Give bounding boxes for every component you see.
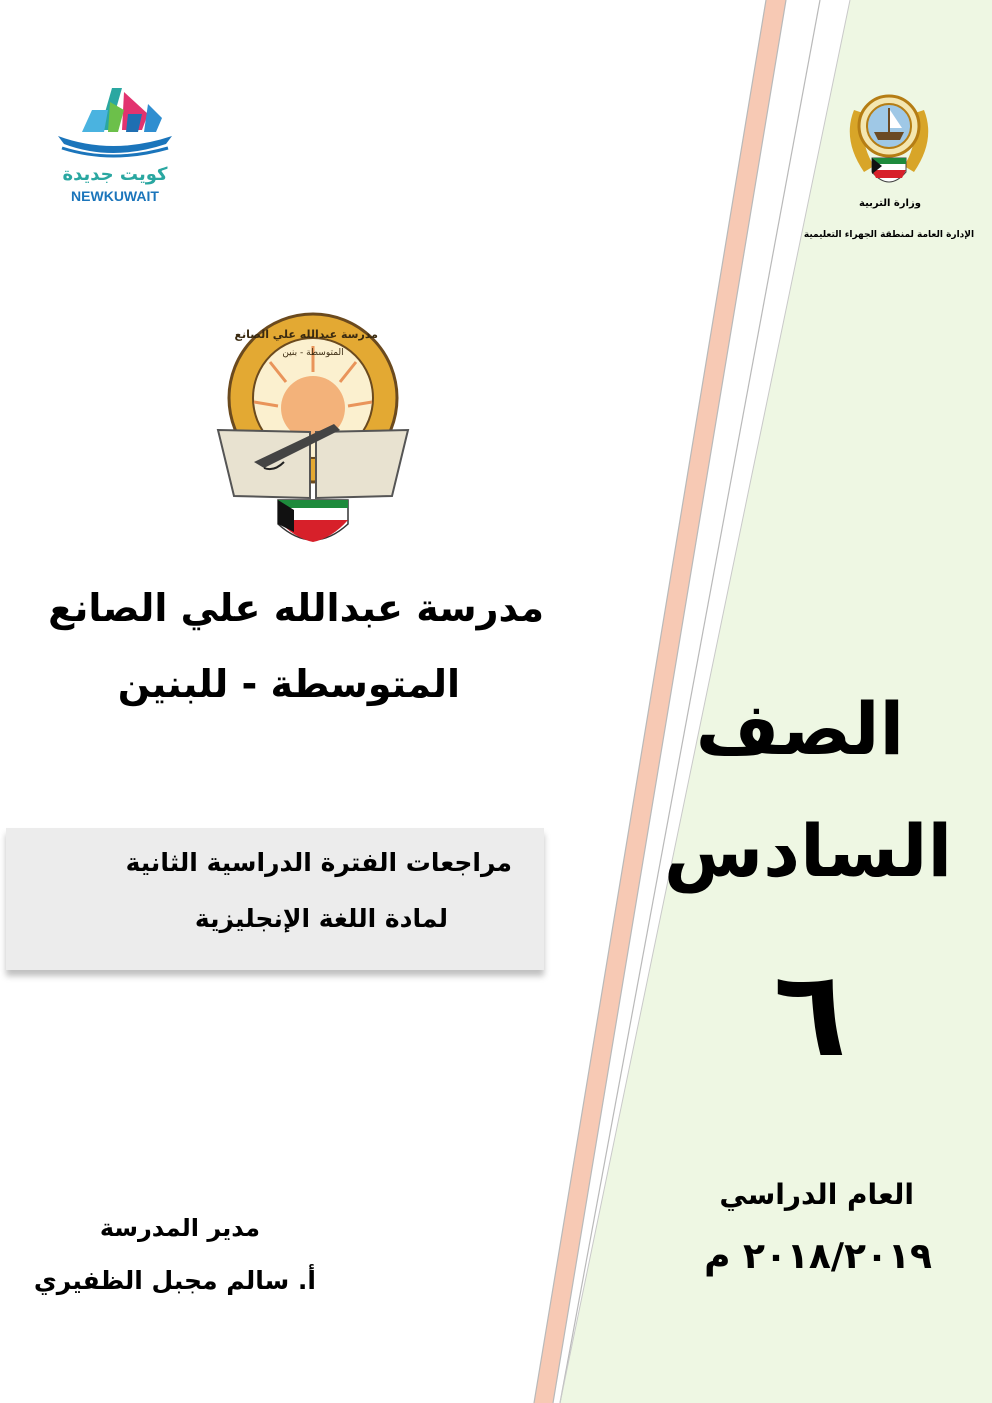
newkuwait-logo [52,84,178,208]
principal-title: مدير المدرسة [99,1214,260,1242]
newkuwait-arabic-text: كويت جديدة [62,164,168,185]
school-logo-ring-text: مدرسة عبدالله علي الصانع [234,328,378,341]
banner-line2: لمادة اللغة الإنجليزية [194,904,448,933]
school-logo [214,312,412,552]
academic-year-value: ٢٠١٨/٢٠١٩ م [704,1236,932,1277]
school-name-line1: مدرسة عبدالله علي الصانع [48,586,544,630]
newkuwait-emblem [52,84,178,164]
school-name-line2: المتوسطة - للبنين [117,662,460,706]
review-banner [6,828,544,970]
directorate-name: الإدارة العامة لمنطقة الجهراء التعليمية [803,230,975,240]
newkuwait-english-text: NEWKUWAIT [71,188,159,204]
grade-word1: الصف [695,687,905,771]
ministry-emblem [834,80,944,196]
principal-name: أ. سالم مجبل الظفيري [33,1266,316,1295]
grade-word2: السادس [663,809,953,893]
banner-line1: مراجعات الفترة الدراسية الثانية [125,848,512,877]
ministry-name: وزارة التربية [859,198,921,209]
kuwait-coat-of-arms-icon [834,80,944,196]
school-logo-inner-text: المتوسطة - بنين [282,348,344,358]
grade-numeral: ٦ [773,945,847,1084]
academic-year-label: العام الدراسي [719,1178,914,1211]
